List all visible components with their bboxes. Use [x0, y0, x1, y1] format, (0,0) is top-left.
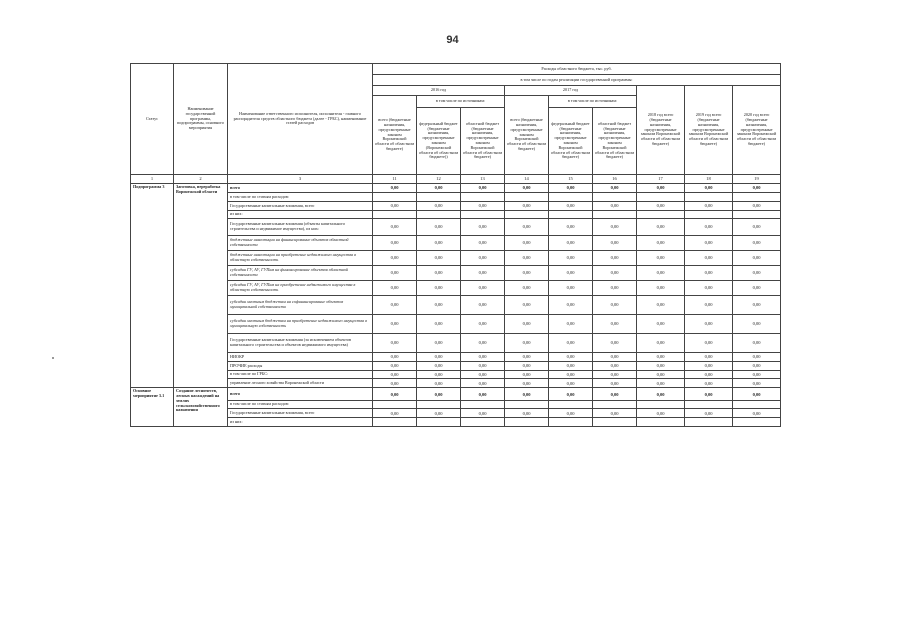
- row-value: 0,00: [461, 315, 505, 334]
- row-value: 0,00: [733, 409, 781, 418]
- table-row: [131, 401, 781, 409]
- row-value: 0,00: [733, 251, 781, 266]
- row-value: 0,00: [373, 379, 417, 388]
- row-value: 0,00: [373, 266, 417, 281]
- header-col-2019: 2019 год всего (бюджетные назначения, предусмотренные законом Воронежской области об областном бюджете): [685, 86, 733, 175]
- row-value: [637, 401, 685, 409]
- header-total-2017: всего (бюджетные назначения, предусмотренные законом Воронежской области об областном бюджете): [505, 96, 549, 175]
- col-number: 17: [637, 175, 685, 184]
- row-value: [549, 418, 593, 427]
- row-value: 0,00: [685, 202, 733, 211]
- row-value: 0,00: [549, 219, 593, 236]
- scan-artifact: [52, 357, 54, 359]
- row-value: [417, 401, 461, 409]
- row-value: 0,00: [461, 219, 505, 236]
- row-value: [593, 211, 637, 219]
- row-value: 0,00: [685, 296, 733, 315]
- row-value: 0,00: [685, 409, 733, 418]
- row-value: 0,00: [505, 251, 549, 266]
- row-value: [461, 401, 505, 409]
- row-value: [549, 401, 593, 409]
- row-value: 0,00: [593, 379, 637, 388]
- col-number: 14: [505, 175, 549, 184]
- row-value: 0,00: [505, 409, 549, 418]
- table-row: [131, 236, 781, 251]
- row-value: 0,00: [373, 202, 417, 211]
- header-federal-2016: федеральный бюджет (бюджетные назначения, предусмотренные законом (Воронежской области об областном бюджете)): [417, 108, 461, 175]
- table-row: [131, 353, 781, 362]
- row-value: 0,00: [417, 251, 461, 266]
- row-value: 0,00: [505, 236, 549, 251]
- row-value: 0,00: [637, 334, 685, 353]
- row-label: всего: [228, 388, 373, 401]
- row-value: [733, 211, 781, 219]
- row-value: 0,00: [461, 388, 505, 401]
- row-value: 0,00: [417, 409, 461, 418]
- row-value: 0,00: [505, 184, 549, 193]
- row-value: 0,00: [549, 353, 593, 362]
- row-value: 0,00: [549, 362, 593, 371]
- row-value: 0,00: [505, 334, 549, 353]
- row-value: 0,00: [417, 296, 461, 315]
- row-value: 0,00: [733, 315, 781, 334]
- row-value: 0,00: [417, 379, 461, 388]
- header-incl-sources-2016: в том числе по источникам:: [417, 96, 505, 108]
- header-year-2016: 2016 год: [373, 86, 505, 96]
- row-value: 0,00: [373, 219, 417, 236]
- header-object-name: Наименование ответственного исполнителя, исполнителя - главного распорядителя средств областного бюджета (далее - ГРБС), наименование статей расходов: [228, 64, 373, 175]
- table-row: [131, 409, 781, 418]
- row-value: [373, 401, 417, 409]
- row-value: [549, 193, 593, 202]
- row-value: 0,00: [593, 202, 637, 211]
- row-value: 0,00: [373, 388, 417, 401]
- row-value: 0,00: [685, 281, 733, 296]
- row-label: Государственные капитальные вложения, всего: [228, 409, 373, 418]
- row-label: Государственные капитальные вложения (за исключением объектов капитального строительства и объектов недвижимого имущества): [228, 334, 373, 353]
- row-label: субсидии местным бюджетам на софинансирование объектов муниципальной собственности: [228, 296, 373, 315]
- table-row: [131, 371, 781, 379]
- page-number: 94: [446, 34, 459, 46]
- section-main-event-3-1: [131, 388, 781, 427]
- row-label: управление лесного хозяйства Воронежской области: [228, 379, 373, 388]
- row-value: 0,00: [685, 362, 733, 371]
- row-value: 0,00: [505, 353, 549, 362]
- row-value: [373, 418, 417, 427]
- row-value: 0,00: [461, 266, 505, 281]
- row-value: 0,00: [417, 353, 461, 362]
- row-value: 0,00: [461, 334, 505, 353]
- row-value: [505, 401, 549, 409]
- row-value: 0,00: [733, 334, 781, 353]
- row-value: [417, 418, 461, 427]
- row-label: Государственные капитальные вложения, всего: [228, 202, 373, 211]
- budget-table: [130, 63, 781, 427]
- row-value: 0,00: [505, 379, 549, 388]
- row-value: 0,00: [733, 296, 781, 315]
- row-value: 0,00: [637, 202, 685, 211]
- row-value: 0,00: [549, 184, 593, 193]
- header-col-2018: 2018 год всего (бюджетные назначения, предусмотренные законом Воронежской области об областном бюджете): [637, 86, 685, 175]
- row-label: ПРОЧИЕ расходы: [228, 362, 373, 371]
- table-row: [131, 219, 781, 236]
- row-value: 0,00: [637, 236, 685, 251]
- col-number: 1: [131, 175, 174, 184]
- row-label: в том числе по ГРБС:: [228, 371, 373, 379]
- row-value: [373, 211, 417, 219]
- row-value: 0,00: [593, 353, 637, 362]
- row-value: 0,00: [685, 388, 733, 401]
- row-value: 0,00: [637, 388, 685, 401]
- col-number: 13: [461, 175, 505, 184]
- table-row: [131, 251, 781, 266]
- row-value: 0,00: [549, 388, 593, 401]
- row-label: в том числе по статьям расходов:: [228, 193, 373, 202]
- row-value: 0,00: [461, 371, 505, 379]
- row-value: [685, 193, 733, 202]
- header-federal-2017: федеральный бюджет (бюджетные назначения, предусмотренные законом Воронежской области об областном бюджете): [549, 108, 593, 175]
- row-value: [637, 418, 685, 427]
- row-value: [593, 418, 637, 427]
- row-value: 0,00: [549, 202, 593, 211]
- row-value: [505, 418, 549, 427]
- row-value: 0,00: [685, 315, 733, 334]
- row-value: 0,00: [637, 281, 685, 296]
- col-number: 15: [549, 175, 593, 184]
- row-value: 0,00: [417, 362, 461, 371]
- row-value: [685, 211, 733, 219]
- row-value: 0,00: [685, 236, 733, 251]
- row-value: 0,00: [505, 281, 549, 296]
- row-value: 0,00: [549, 296, 593, 315]
- row-value: 0,00: [685, 379, 733, 388]
- row-value: 0,00: [637, 379, 685, 388]
- table-row: [131, 379, 781, 388]
- row-value: 0,00: [733, 266, 781, 281]
- row-value: 0,00: [685, 353, 733, 362]
- row-status: Подпрограмма 3: [131, 184, 174, 388]
- table-row: [131, 296, 781, 315]
- row-value: 0,00: [505, 371, 549, 379]
- row-value: 0,00: [373, 362, 417, 371]
- row-label: НИОКР: [228, 353, 373, 362]
- row-value: 0,00: [637, 371, 685, 379]
- row-value: 0,00: [373, 184, 417, 193]
- row-value: 0,00: [549, 371, 593, 379]
- row-value: 0,00: [417, 236, 461, 251]
- row-value: 0,00: [461, 296, 505, 315]
- table-row: [131, 211, 781, 219]
- header-program-name: Наименование государственной программы, подпрограммы, основного мероприятия: [174, 64, 228, 175]
- row-value: 0,00: [417, 219, 461, 236]
- row-value: 0,00: [593, 334, 637, 353]
- row-value: 0,00: [593, 266, 637, 281]
- row-value: 0,00: [417, 371, 461, 379]
- row-value: 0,00: [593, 315, 637, 334]
- col-number: 11: [373, 175, 417, 184]
- row-value: 0,00: [593, 296, 637, 315]
- row-value: [685, 418, 733, 427]
- row-value: [549, 211, 593, 219]
- row-label: Государственные капитальные вложения (объекты капитального строительства и недвижимое имущество), из них:: [228, 219, 373, 236]
- row-label: из них:: [228, 418, 373, 427]
- row-value: 0,00: [417, 315, 461, 334]
- row-value: 0,00: [733, 371, 781, 379]
- section-subprogram-3: [131, 184, 781, 388]
- col-number: 12: [417, 175, 461, 184]
- header-year-2017: 2017 год: [505, 86, 637, 96]
- row-value: 0,00: [373, 371, 417, 379]
- row-label: субсидии ГУ, АУ, ГУПам на приобретение недвижимого имущества в областную собственность: [228, 281, 373, 296]
- row-value: [461, 418, 505, 427]
- row-value: [685, 401, 733, 409]
- row-value: 0,00: [461, 236, 505, 251]
- row-value: 0,00: [593, 219, 637, 236]
- table-row: [131, 266, 781, 281]
- row-label: бюджетные инвестиции на приобретение недвижимого имущества в областную собственность: [228, 251, 373, 266]
- row-value: 0,00: [461, 379, 505, 388]
- row-label: субсидии ГУ, АУ, ГУПам на финансирование объектов областной собственности: [228, 266, 373, 281]
- row-label: из них:: [228, 211, 373, 219]
- row-value: 0,00: [461, 202, 505, 211]
- row-value: 0,00: [417, 184, 461, 193]
- row-value: 0,00: [505, 219, 549, 236]
- table-row: [131, 315, 781, 334]
- row-value: 0,00: [637, 184, 685, 193]
- row-value: 0,00: [637, 266, 685, 281]
- row-program-name: Создание лесничеств, лесных насаждений на землях сельскохозяйственного назначения: [174, 388, 228, 427]
- row-value: 0,00: [505, 362, 549, 371]
- table-row: [131, 184, 781, 193]
- row-value: 0,00: [733, 184, 781, 193]
- row-value: 0,00: [505, 266, 549, 281]
- row-value: 0,00: [373, 353, 417, 362]
- col-number: 16: [593, 175, 637, 184]
- row-value: 0,00: [373, 236, 417, 251]
- row-value: 0,00: [637, 362, 685, 371]
- row-value: 0,00: [549, 236, 593, 251]
- row-value: 0,00: [685, 371, 733, 379]
- row-status: Основное мероприятие 3.1: [131, 388, 174, 427]
- row-value: 0,00: [549, 251, 593, 266]
- row-value: 0,00: [593, 388, 637, 401]
- row-value: 0,00: [733, 362, 781, 371]
- row-value: 0,00: [417, 202, 461, 211]
- row-value: 0,00: [637, 315, 685, 334]
- row-value: [417, 211, 461, 219]
- row-value: [417, 193, 461, 202]
- row-value: 0,00: [733, 236, 781, 251]
- table-row: [131, 362, 781, 371]
- row-value: 0,00: [373, 409, 417, 418]
- row-value: 0,00: [461, 409, 505, 418]
- row-value: 0,00: [549, 334, 593, 353]
- row-value: 0,00: [685, 251, 733, 266]
- row-value: 0,00: [733, 281, 781, 296]
- table-row: [131, 418, 781, 427]
- header-regional-2016: областной бюджет (бюджетные назначения, предусмотренные законом Воронежской области об областном бюджете): [461, 108, 505, 175]
- row-value: 0,00: [685, 334, 733, 353]
- row-value: 0,00: [549, 281, 593, 296]
- row-label: всего: [228, 184, 373, 193]
- row-value: 0,00: [637, 353, 685, 362]
- row-value: 0,00: [549, 266, 593, 281]
- row-value: 0,00: [461, 362, 505, 371]
- col-number: 19: [733, 175, 781, 184]
- row-label: в том числе по статьям расходов:: [228, 401, 373, 409]
- row-value: [733, 193, 781, 202]
- table-row: [131, 388, 781, 401]
- row-value: 0,00: [417, 266, 461, 281]
- col-number: 2: [174, 175, 228, 184]
- row-value: 0,00: [461, 184, 505, 193]
- row-value: 0,00: [373, 251, 417, 266]
- row-value: 0,00: [505, 202, 549, 211]
- col-number: 3: [228, 175, 373, 184]
- row-value: [637, 193, 685, 202]
- row-value: [505, 193, 549, 202]
- row-value: 0,00: [593, 184, 637, 193]
- row-label: бюджетные инвестиции на финансирование объектов областной собственности: [228, 236, 373, 251]
- row-value: 0,00: [549, 379, 593, 388]
- row-value: 0,00: [417, 388, 461, 401]
- row-value: [733, 418, 781, 427]
- row-value: 0,00: [593, 236, 637, 251]
- row-value: 0,00: [417, 334, 461, 353]
- row-value: 0,00: [593, 251, 637, 266]
- row-value: 0,00: [733, 353, 781, 362]
- row-value: 0,00: [593, 409, 637, 418]
- row-value: 0,00: [373, 281, 417, 296]
- row-value: 0,00: [593, 281, 637, 296]
- row-value: 0,00: [733, 219, 781, 236]
- row-value: 0,00: [685, 184, 733, 193]
- row-value: 0,00: [505, 315, 549, 334]
- row-value: [733, 401, 781, 409]
- table-row: [131, 334, 781, 353]
- row-value: [461, 193, 505, 202]
- row-value: 0,00: [461, 251, 505, 266]
- row-value: 0,00: [549, 409, 593, 418]
- row-program-name: Заготовка, переработка Воронежской области: [174, 184, 228, 388]
- row-value: 0,00: [461, 353, 505, 362]
- row-value: 0,00: [505, 388, 549, 401]
- row-value: 0,00: [417, 281, 461, 296]
- row-value: 0,00: [637, 219, 685, 236]
- row-value: [505, 211, 549, 219]
- row-value: 0,00: [637, 296, 685, 315]
- row-value: 0,00: [685, 219, 733, 236]
- table-row: [131, 202, 781, 211]
- col-number: 18: [685, 175, 733, 184]
- row-value: 0,00: [733, 202, 781, 211]
- row-value: 0,00: [733, 388, 781, 401]
- row-value: [461, 211, 505, 219]
- row-value: 0,00: [593, 371, 637, 379]
- row-value: [373, 193, 417, 202]
- row-label: субсидии местным бюджетам на приобретение недвижимого имущества в муниципальную собственность: [228, 315, 373, 334]
- row-value: [593, 193, 637, 202]
- row-value: 0,00: [505, 296, 549, 315]
- header-by-years: в том числе по годам реализации государственной программы:: [373, 75, 781, 86]
- row-value: 0,00: [549, 315, 593, 334]
- row-value: 0,00: [685, 266, 733, 281]
- row-value: 0,00: [593, 362, 637, 371]
- row-value: 0,00: [637, 409, 685, 418]
- table-row: [131, 281, 781, 296]
- header-total-2016: всего (бюджетные назначения, предусмотренные законом Воронежской области об областном бюджете): [373, 96, 417, 175]
- row-value: 0,00: [461, 281, 505, 296]
- row-value: 0,00: [637, 251, 685, 266]
- header-col-2020: 2020 год всего (бюджетные назначения, предусмотренные законом Воронежской области об областном бюджете): [733, 86, 781, 175]
- header-status: Статус: [131, 64, 174, 175]
- row-value: 0,00: [733, 379, 781, 388]
- header-regional-2017: областной бюджет (бюджетные назначения, предусмотренные законом Воронежской области об областном бюджете): [593, 108, 637, 175]
- row-value: 0,00: [373, 315, 417, 334]
- table-row: [131, 193, 781, 202]
- header-expenses-title: Расходы областного бюджета, тыс. руб.: [373, 64, 781, 75]
- row-value: [593, 401, 637, 409]
- row-value: 0,00: [373, 296, 417, 315]
- row-value: [637, 211, 685, 219]
- column-numbers-row: [131, 175, 781, 184]
- row-value: 0,00: [373, 334, 417, 353]
- header-incl-sources-2017: в том числе по источникам:: [549, 96, 637, 108]
